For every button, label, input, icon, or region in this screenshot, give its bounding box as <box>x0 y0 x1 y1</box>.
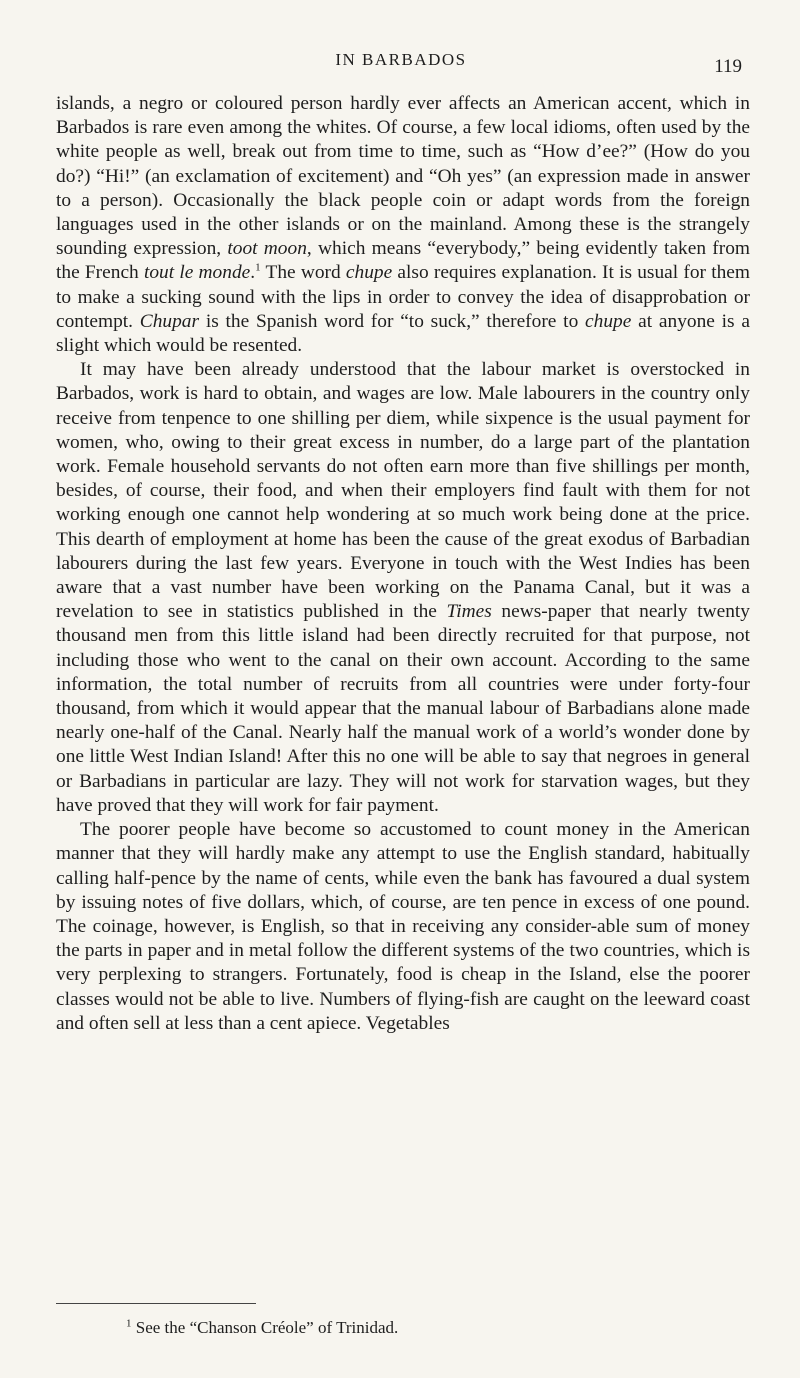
footnote <box>126 1317 398 1339</box>
text-run: islands, a negro or coloured person hardly ever affects an American accent, which in Barbados is rare even among the whites. Of course, a few local idioms, often used by the white people as well, break out from time to time, such as “How d’ee?” (How do you do?) “Hi!” (an exclamation of excitement) and “Oh yes” (an expression made in answer to a person). Occasionally the black people coin or adapt words from the foreign languages used in the other islands or on the mainland. Among these is the strangely sounding expression, <box>56 93 750 260</box>
text-run: also requires explanation. It is usual for them to make a sucking sound with the lips in order to convey the idea of disapprobation or contempt. <box>56 262 750 332</box>
text-run: The word <box>260 262 346 284</box>
text-run: news-paper that nearly twenty thousand men from this little island had been directly recruited for that purpose, not including those who went to the canal on their own account. According to the same information, the total number of recruits from all countries were under forty-four thousand, from which it would appear that the manual labour of Barbadians alone made nearly one-half of the Canal. Nearly half the manual work of a world’s wonder done by one little West Indian Island! After this no one will be able to say that negroes in general or Barbadians in particular are lazy. They will not work for starvation wages, but they have proved that they will work for fair payment. <box>56 601 750 816</box>
text-run: at anyone is a slight which would be resented. <box>56 310 750 357</box>
text-run: . <box>250 262 256 284</box>
text-run: is the Spanish word for “to suck,” therefore to <box>199 310 586 332</box>
page-number: 119 <box>714 56 742 77</box>
paragraph-1 <box>56 92 750 358</box>
italic-term: tout le monde <box>143 262 251 284</box>
text-run: The poorer people have become so accustomed to count money in the American manner that they will hardly make any attempt to use the English standard, habitually calling half-pence by the name of cents, while even the bank has favoured a dual system by issuing notes of five dollars, which, of course, are ten pence in excess of one pound. The coinage, however, is English, so that in receiving any consider-able sum of money the parts in paper and in metal follow the different systems of the two countries, which is very perplexing to strangers. Fortunately, food is cheap in the Island, else the poorer classes would not be able to live. Numbers of flying-fish are caught on the leeward coast and often sell at less than a cent apiece. Vegetables <box>56 819 750 1034</box>
footnote-text: See the “Chanson Créole” of Trinidad. <box>135 1318 399 1337</box>
body-text <box>56 92 750 1036</box>
footnote-marker: 1 <box>126 1317 132 1330</box>
footnote-reference: 1 <box>255 261 261 274</box>
running-title: IN BARBADOS <box>335 50 467 69</box>
running-head <box>60 50 742 80</box>
italic-term: Chupar <box>139 310 200 332</box>
italic-term: chupe <box>585 310 632 332</box>
text-run: It may have been already understood that the labour market is overstocked in Barbados, work is hard to obtain, and wages are low. Male labourers in the country only receive from tenpence to one shilling per diem, while sixpence is the usual payment for women, who, owing to their great excess in number, do a large part of the plantation work. Female household servants do not often earn more than five shillings per month, besides, of course, their food, and when their employers find fault with them for not working enough one cannot help wondering at so much work being done at the price. This dearth of employment at home has been the cause of the great exodus of Barbadian labourers during the last few years. Everyone in touch with the West Indies has been aware that a vast number have been working on the Panama Canal, but it was a revelation to see in statistics published in the <box>56 359 750 623</box>
italic-term: chupe <box>345 262 393 284</box>
text-run: , which means “everybody,” being evidently taken from the French <box>56 238 750 284</box>
paragraph-3 <box>56 818 750 1036</box>
footnote-rule <box>56 1303 256 1304</box>
italic-term: toot moon <box>227 238 307 260</box>
italic-term: Times <box>446 601 492 623</box>
paragraph-2 <box>56 358 750 818</box>
